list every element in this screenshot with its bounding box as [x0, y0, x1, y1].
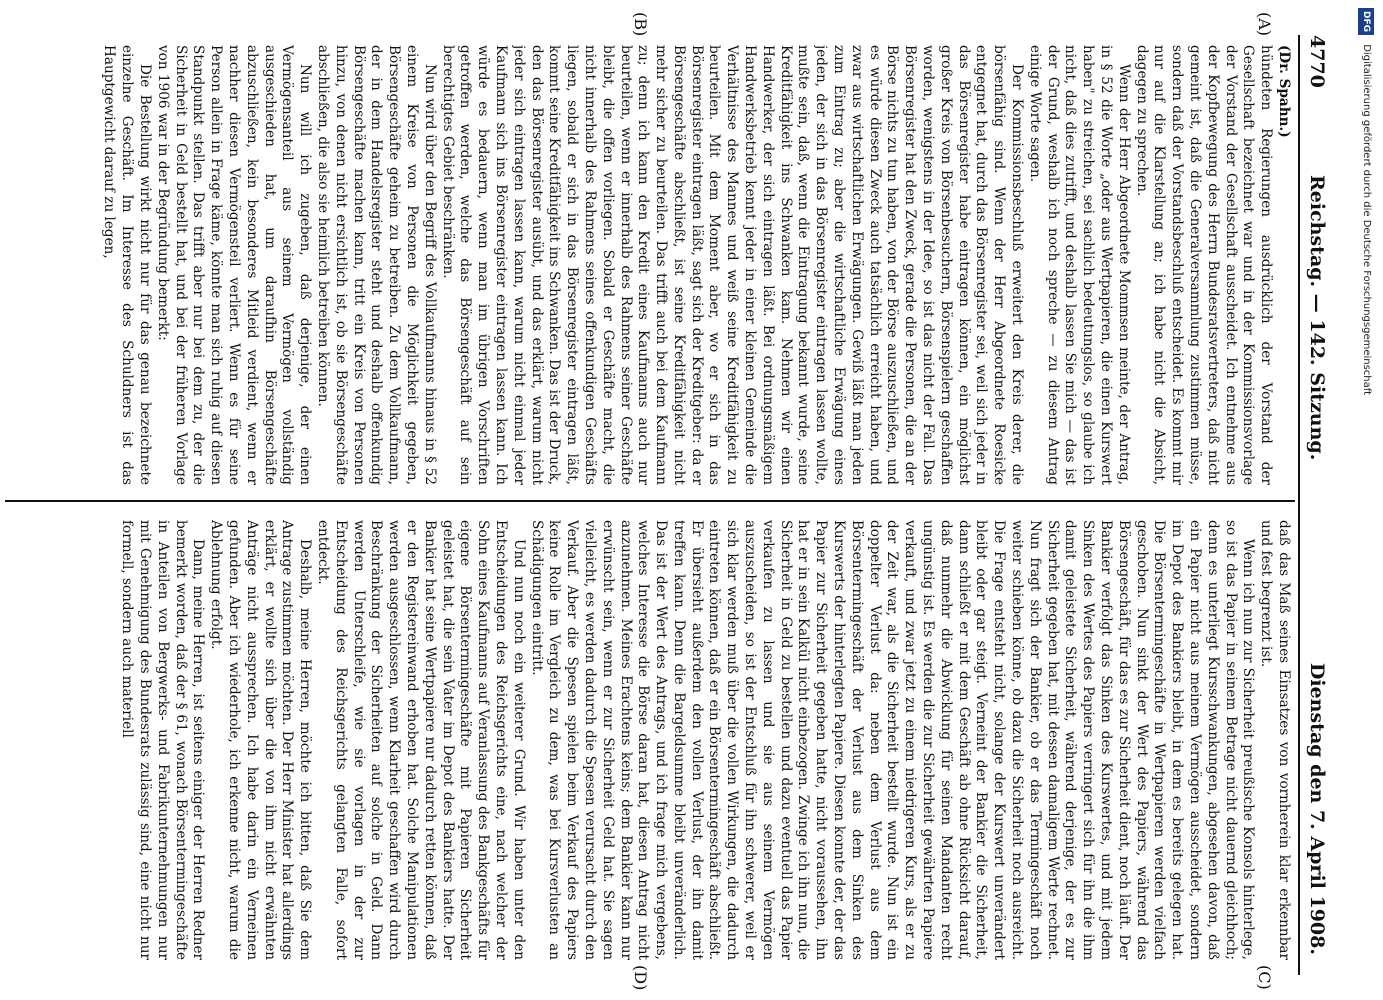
speaker-label: (Dr. Spahn.): [1276, 45, 1292, 138]
page-number: 4770: [1306, 35, 1328, 88]
page-header: [1300, 35, 1330, 975]
header-right-title: Dienstag den 7. April 1908.: [1306, 662, 1328, 955]
paragraph: Der Kommissionsbeschluß erweitert den Kreis derer, die börsenfähig sind. Wenn der Herr Abgeordnete Roesicke entgegnet hat, durch das Börsenregister sei, weil sich jeder in das Börsenregister habe eintragen können, ein möglichst großer Kreis von Börsenbesuchern, Börsenspielern geschaffen worden, wenigstens in der Idee, so ist das nicht der Fall. Das Börsenregister hat den Zweck, gerade die Personen, die an der Börse nichts zu tun haben, von der Börse auszuschließen, und es würde diesen Zweck auch tatsächlich erreicht haben, und zwar aus wirtschaftlichen Erwägungen. Gewiß läßt man jeden zum Eintrag zu; aber die wirtschaftliche Erwägung eines jeden, der sich in das Börsenregister eintragen lassen wollte, mußte sein, daß, wenn die Eintragung bekannt wurde, seine Kreditfähigkeit ins Schwanken kam. Nehmen wir einen Handwerker, der sich eintragen läßt. Bei ordnungsmäßigem Handwerksbetrieb kennt jeder in einer kleinen Gemeinde die Verhältnisse des Mannes und weiß seine Kreditfähigkeit zu beurteilen. Mit dem Moment aber, wo er sich in das Börsenregister eintragen läßt, sagt sich der Kreditgeber: da er Börsengeschäfte abschließt, ist seine Kreditfähigkeit nicht mehr sicher zu beurteilen. Das trifft auch bei dem Kaufmann zu; denn ich kann den Kredit eines Kaufmanns auch nur beurteilen, wenn er innerhalb des Rahmens seiner Geschäfte bleibt, die offen vorliegen. Sobald er Geschäfte macht, die nicht innerhalb des Rahmens seines offenkundigen Geschäfts liegen, sobald er sich in das Börsenregister eintragen läßt, kommt seine Kreditfähigkeit ins Schwanken. Das ist der Druck, den das Börsenregister ausübt, und das erklärt, warum nicht jeder sich eintragen lassen kann, warum nicht einmal jeder Kaufmann sich ins Börsenregister eintragen lassen kann. Ich würde es bedauern, wenn man im übrigen Vorschriften getroffen werden, welche das Börsengeschäft auf sein berechtigtes Gebiet beschränken.: [439, 45, 1026, 485]
margin-letter-c: (C): [1255, 965, 1274, 990]
margin-letter-a: (A): [1255, 12, 1274, 37]
dfg-logo: DFG: [1358, 8, 1374, 35]
credit-text: Digitalisierung gefördert durch die Deutsche Forschungsgemeinschaft: [1361, 44, 1372, 396]
column-divider: [5, 500, 1295, 502]
paragraph: Wenn ich nun zur Sicherheit preußische Konsols hinterlege, so ist das Papier in seinem Betrage nicht dauernd gleichhoch; denn es unterliegt Kursschwankungen, abgesehen davon, daß ein Papier nicht aus meinem Vermögen ausscheidet, sondern im Depot des Bankiers bleibt, in dem es bereits gelegen hat. Die Börsentermingeschäfte in Wertpapieren werden vielfach geschoben. Nun sinkt der Wert des Papiers, während das Börsengeschäft, für das es zur Sicherheit dient, noch läuft. Der Bankier verfolgt das Sinken des Kurswertes, und mit jedem Sinken des Wertes des Papiers verringert sich für ihn die ihm damit geleistete Sicherheit, während derjenige, der es zur Sicherheit gegeben hat, mit dessen damaligem Werte rechnet. Nun fragt sich der Bankier, ob er das Termingeschäft noch weiter schieben könne, ob dazu die Sicherheit noch ausreicht. Die Frage entsteht nicht, solange der Kurswert unverändert bleibt oder gar steigt. Verneint der Bankier die Sicherheit, dann schließt er mit dem Geschäft ab ohne Rücksicht darauf, daß nunmehr die Abwicklung für seinen Mandanten recht ungünstig ist. Es werden die zur Sicherheit gewährten Papiere verkauft, und zwar jetzt zu einem niedrigeren Kurs, als er zu der Zeit war, als die Sicherheit bestellt wurde. Nun ist ein doppelter Verlust da: neben dem Verlust aus dem Börsentermingeschäft der Verlust aus dem Sinken des Kurswerts der hinterlegten Papiere. Diesen konnte der, der das Papier zur Sicherheit gegeben hatte, nicht voraussehen, ihn hat er in sein Kalkül nicht einbezogen. Zwinge ich ihn nun, die Sicherheit in Geld zu bestellen und dazu eventuell das Papier verkaufen zu lassen und sie aus seinem Vermögen auszuscheiden, so ist der Entschluß für ihn schwerer, weil er sich klar werden muß über die vollen Wirkungen, die dadurch eintreten können, daß er ein Börsentermingeschäft abschließt. Er übersieht außerdem den vollen Verlust, der ihn damit treffen kann. Denn die Bargeldsumme bleibt unveränderlich. Das ist der Wert des Antrags, und ich frage mich vergebens, welches Interesse die Börse daran hat, diesen Antrag nicht anzunehmen. Meines Erachtens keins; dem Bankier kann nur erwünscht sein, wenn er zur Sicherheit Geld hat. Sie sagen vielleicht, es werden dadurch die Spesen verursacht durch den Verkauf. Aber die Spesen spielen beim Verkauf des Papiers keine Rolle im Vergleich zu dem, was bei Kursverlusten an Schädigungen eintritt.: [528, 520, 1257, 960]
header-rule: [1298, 35, 1300, 975]
left-text-column: [12, 45, 1292, 485]
paragraph: Deshalb, meine Herren, möchte ich bitten, daß Sie dem Antrage zustimmen möchten. Der Herr Minister hat allerdings erklärt, er wollte sich über die von ihm nicht erwähnten Anträge nicht aussprechen. Ich habe darin ein Verneinen gefunden. Aber ich wiederhole, ich erkenne nicht, warum die Ablehnung erfolgt.: [208, 520, 314, 960]
paragraph: hündeten Regierungen ausdrücklich der Vorstand der Gesellschaft bezeichnet war und in der Kommissionsvorlage der Vorstand der Gesellschaft ausscheidet. Ich entnehme aus der Kopfbewegung des Herrn Bundesratsvertreters, daß nicht gemeint ist, daß die Generalversammlung zustimmen müsse, sondern daß der Vorstandsbeschluß entscheidet. Es kommt mir nur auf die Klarstellung an; ich habe nicht die Absicht, dagegen zu sprechen.: [1133, 45, 1275, 485]
digitization-credit: [1358, 8, 1374, 998]
paragraph: Die Bestellung wirkt nicht nur für das genau bezeichnete einzelne Geschäft. Im Interesse des Schuldners ist das Hauptgewicht darauf zu legen,: [101, 45, 153, 485]
paragraph: Und nun noch ein weiterer Grund. Wir haben unter den Entscheidungen des Reichsgerichts eine, nach welcher der Sohn eines Kaufmanns auf Veranlassung des Bankgeschäfts für eigene Börsentermingeschäfte mit Papieren Sicherheit geleistet hat, die sein Vater im Depot des Bankiers hatte. Der Bankier hat seine Wertpapiere nur dadurch retten können, daß er den Registereinwand erhoben hat. Solche Manipulationen werden ausgeschlossen, wenn Klarheit geschaffen wird durch Beschränkung der Sicherheiten auf solche in Geld. Dann werden Unterschleife, wie sie vorlagen in der zur Entscheidung des Reichsgerichts gelangten Falle, sofort entdeckt.: [314, 520, 527, 960]
header-left-title: Reichstag. — 142. Sitzung.: [1306, 175, 1328, 461]
margin-letter-d: (D): [631, 965, 650, 991]
paragraph: Nun wird über den Begriff des Vollkaufmanns hinaus in § 52 einem Kreise von Personen die Möglichkeit gegeben, Börsengeschäfte geheim zu betreiben. Zu dem Vollkaufmann, der in dem Handelsregister steht und deshalb offenkundig Börsengeschäfte machen kann, tritt ein Kreis von Personen hinzu, von denen nicht ersichtlich ist, ob sie Börsengeschäfte abschließen, die also sie heimlich betreiben können.: [314, 45, 438, 485]
paragraph: Dann, meine Herren, ist seitens einiger der Herren Redner bemerkt worden, daß der § 61, wonach Börsentermingeschäfte in Anteilen von Bergwerks- und Fabrikunternehmungen nur mit Genehmigung des Bundesrats zulässig sind, eine nicht nur formell, sondern auch materiell: [119, 520, 207, 960]
paragraph: Wenn der Herr Abgeordnete Mommsen meinte, der Antrag, in § 52 die Worte „oder aus Wertpapieren, die einen Kurswert haben" zu streichen, sei sachlich bedeutungslos, so glaube ich nicht, daß dies zutrifft, und deshalb lassen Sie mich — das ist der Grund, weshalb ich noch spreche — zu diesem Antrag einige Worte sagen.: [1026, 45, 1132, 485]
paragraph: Nun will ich zugeben, daß derjenige, der einen Vermögensanteil aus seinem Vermögen vollständig ausgeschieden hat, um daraufhin Börsengeschäfte abzuschließen, kein besonderes Mitleid verdient, wenn er nachher diesen Vermögensteil verliert. Wenn es für seine Person allein in Frage käme, könnte man sich ruhig auf diesen Standpunkt stellen. Das trifft aber nur bei dem zu, der die Sicherheit in Geld bestellt hat, und bei der früheren Vorlage von 1906 war in der Begründung bemerkt:: [154, 45, 314, 485]
right-text-column: [12, 520, 1292, 960]
paragraph: daß das Maß seines Einsatzes von vornherein klar erkennbar und fest begrenzt ist.: [1258, 520, 1292, 960]
margin-letter-b: (B): [631, 12, 650, 37]
